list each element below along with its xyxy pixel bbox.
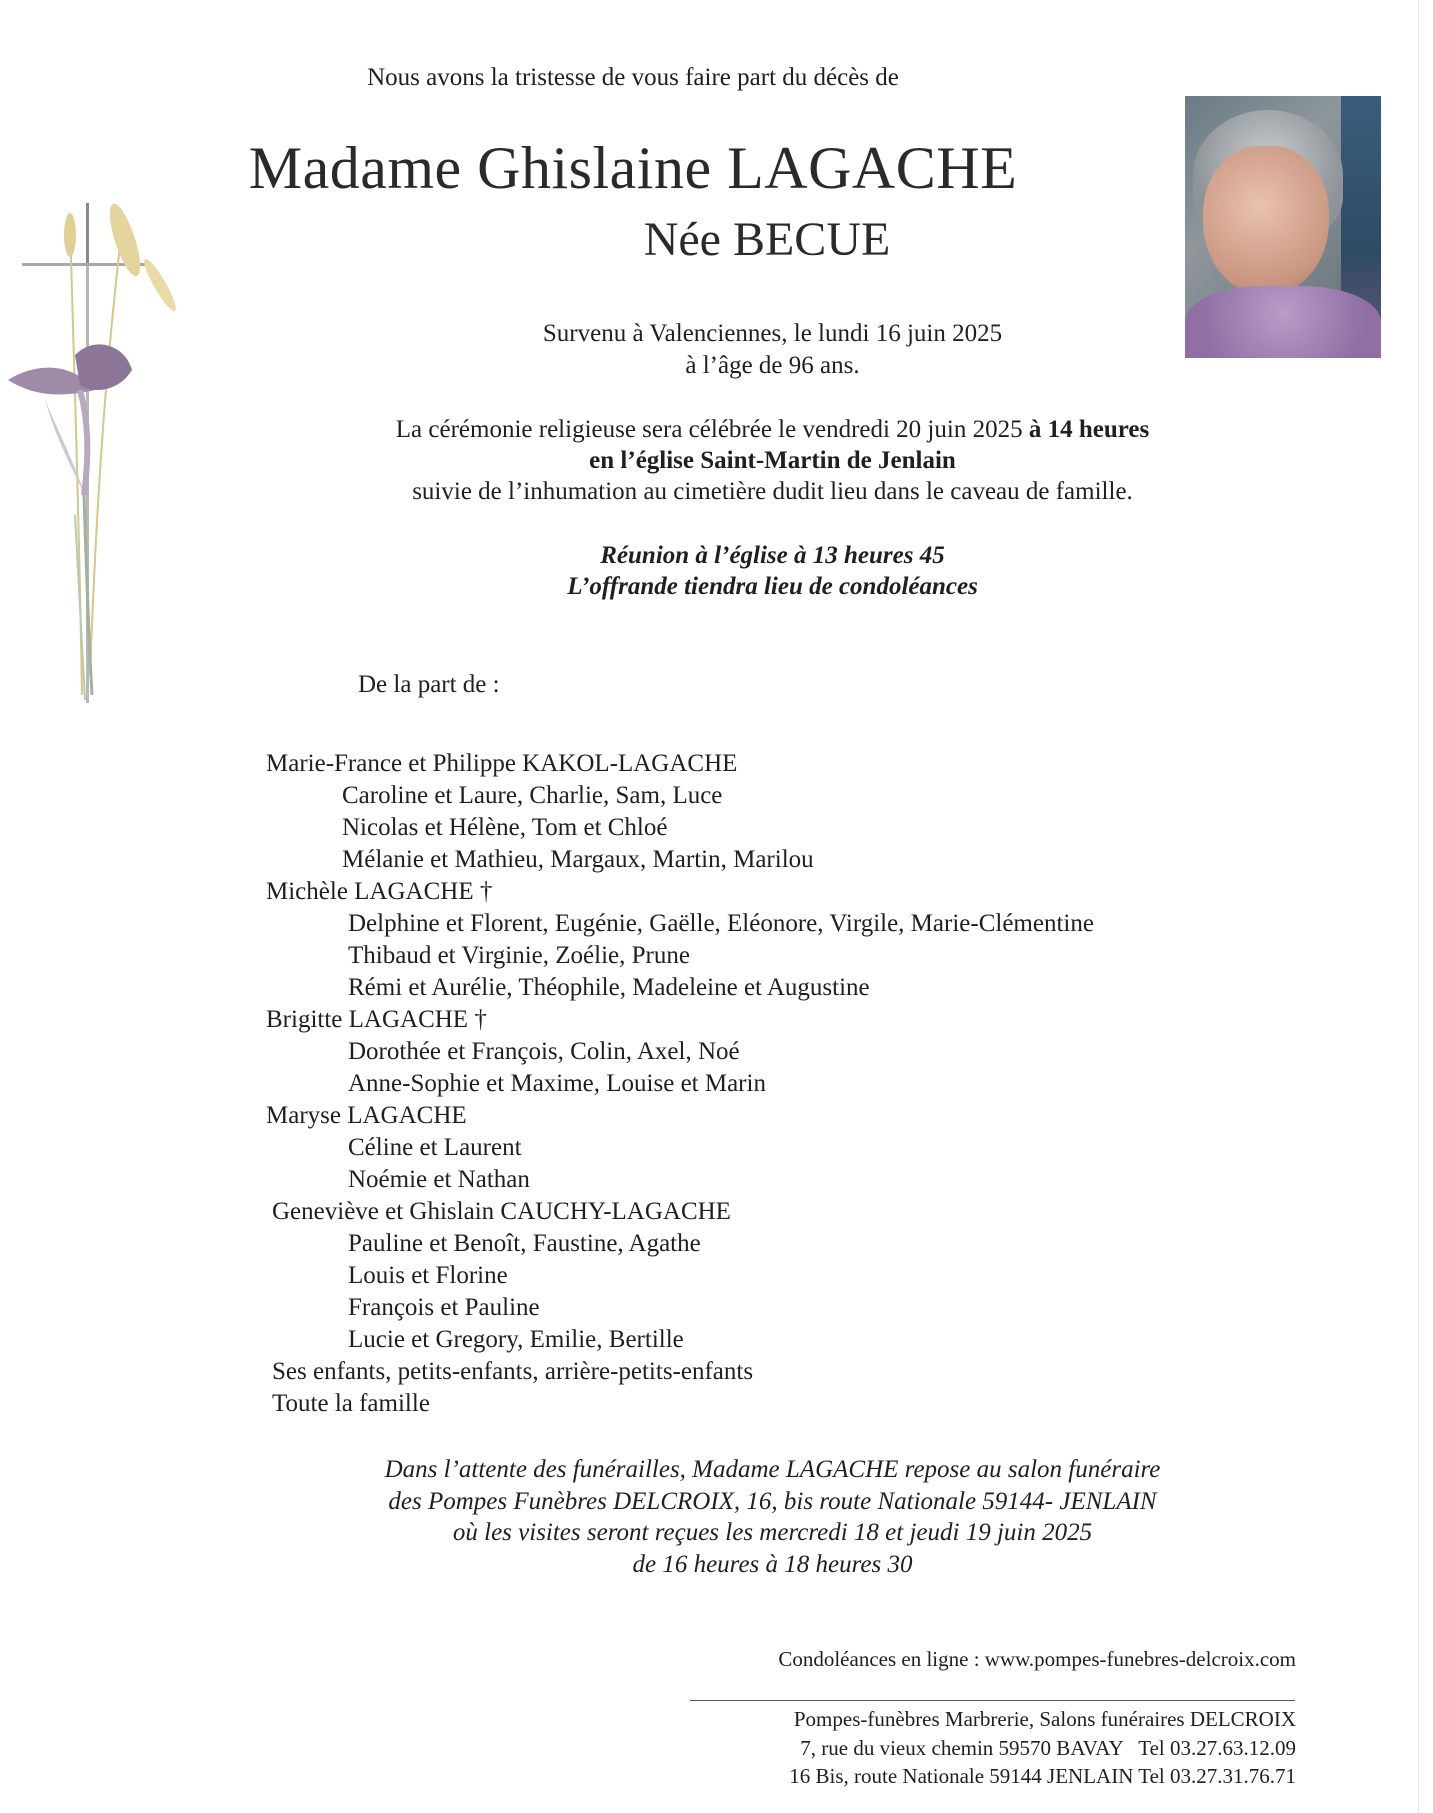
family-line: Toute la famille [272, 1390, 430, 1417]
funeral-home-footer [789, 1705, 1296, 1791]
family-line: Noémie et Nathan [348, 1166, 530, 1193]
family-line: Geneviève et Ghislain CAUCHY-LAGACHE [272, 1198, 731, 1225]
footer-line: Pompes-funèbres Marbrerie, Salons funéraires DELCROIX [793, 1707, 1296, 1731]
family-line: Anne-Sophie et Maxime, Louise et Marin [348, 1070, 766, 1097]
notice-line: où les visites seront reçues les mercredi 18 et jeudi 19 juin 2025 [452, 1519, 1093, 1546]
deceased-name: Madame Ghislaine LAGACHE [248, 135, 1018, 201]
from-label: De la part de : [358, 671, 500, 698]
family-line: Maryse LAGACHE [266, 1102, 467, 1129]
family-line: François et Pauline [348, 1294, 540, 1321]
ceremony-notes [100, 540, 1433, 602]
family-line: Michèle LAGACHE † [266, 878, 493, 905]
family-line: Delphine et Florent, Eugénie, Gaëlle, Eléonore, Virgile, Marie-Clémentine [348, 910, 1094, 937]
offrande-note: L’offrande tiendra lieu de condoléances [567, 573, 978, 600]
family-line: Pauline et Benoît, Faustine, Agathe [348, 1230, 701, 1257]
footer-line: 16 Bis, route Nationale 59144 JENLAIN Tel 03.27.31.76.71 [789, 1764, 1296, 1788]
family-line: Ses enfants, petits-enfants, arrière-petits-enfants [272, 1358, 754, 1385]
reunion-note: Réunion à l’église à 13 heures 45 [600, 542, 945, 569]
footer-divider [690, 1700, 1295, 1701]
maiden-name: Née BECUE [643, 213, 891, 266]
ceremony-line-3: suivie de l’inhumation au cimetière dudit lieu dans le caveau de famille. [412, 478, 1133, 505]
family-line: Brigitte LAGACHE † [266, 1006, 487, 1033]
family-line: Thibaud et Virginie, Zoélie, Prune [348, 942, 690, 969]
footer-line: 7, rue du vieux chemin 59570 BAVAY Tel 03.27.63.12.09 [800, 1735, 1296, 1760]
funeral-home-notice [200, 1454, 1345, 1580]
notice-line: de 16 heures à 18 heures 30 [632, 1550, 913, 1578]
death-info [100, 320, 1433, 380]
notice-line: Dans l’attente des funérailles, Madame LAGACHE repose au salon funéraire [384, 1456, 1161, 1483]
page-edge [1418, 0, 1419, 1813]
family-line: Céline et Laurent [348, 1134, 522, 1161]
death-line-1: Survenu à Valenciennes, le lundi 16 juin 2025 [542, 320, 1003, 347]
notice-line: des Pompes Funèbres DELCROIX, 16, bis route Nationale 59144- JENLAIN [388, 1487, 1157, 1515]
death-line-2: à l’âge de 96 ans. [685, 352, 860, 379]
family-line: Lucie et Gregory, Emilie, Bertille [348, 1326, 684, 1353]
family-line: Marie-France et Philippe KAKOL-LAGACHE [266, 750, 738, 777]
ceremony-line-2: en l’église Saint-Martin de Jenlain [589, 447, 956, 474]
family-line: Caroline et Laure, Charlie, Sam, Luce [342, 782, 723, 809]
family-line: Dorothée et François, Colin, Axel, Noé [348, 1038, 740, 1065]
family-line: Rémi et Aurélie, Théophile, Madeleine et Augustine [348, 974, 870, 1001]
intro-text: Nous avons la tristesse de vous faire part du décès de [367, 64, 899, 91]
family-line: Nicolas et Hélène, Tom et Chloé [342, 814, 668, 841]
family-line: Mélanie et Mathieu, Margaux, Martin, Marilou [342, 846, 814, 873]
ceremony-line-1: La cérémonie religieuse sera célébrée le vendredi 20 juin 2025 à 14 heures [395, 416, 1150, 443]
family-line: Louis et Florine [348, 1262, 508, 1289]
online-condolences: Condoléances en ligne : www.pompes-funebres-delcroix.com [778, 1647, 1296, 1671]
ceremony-info [100, 414, 1433, 507]
